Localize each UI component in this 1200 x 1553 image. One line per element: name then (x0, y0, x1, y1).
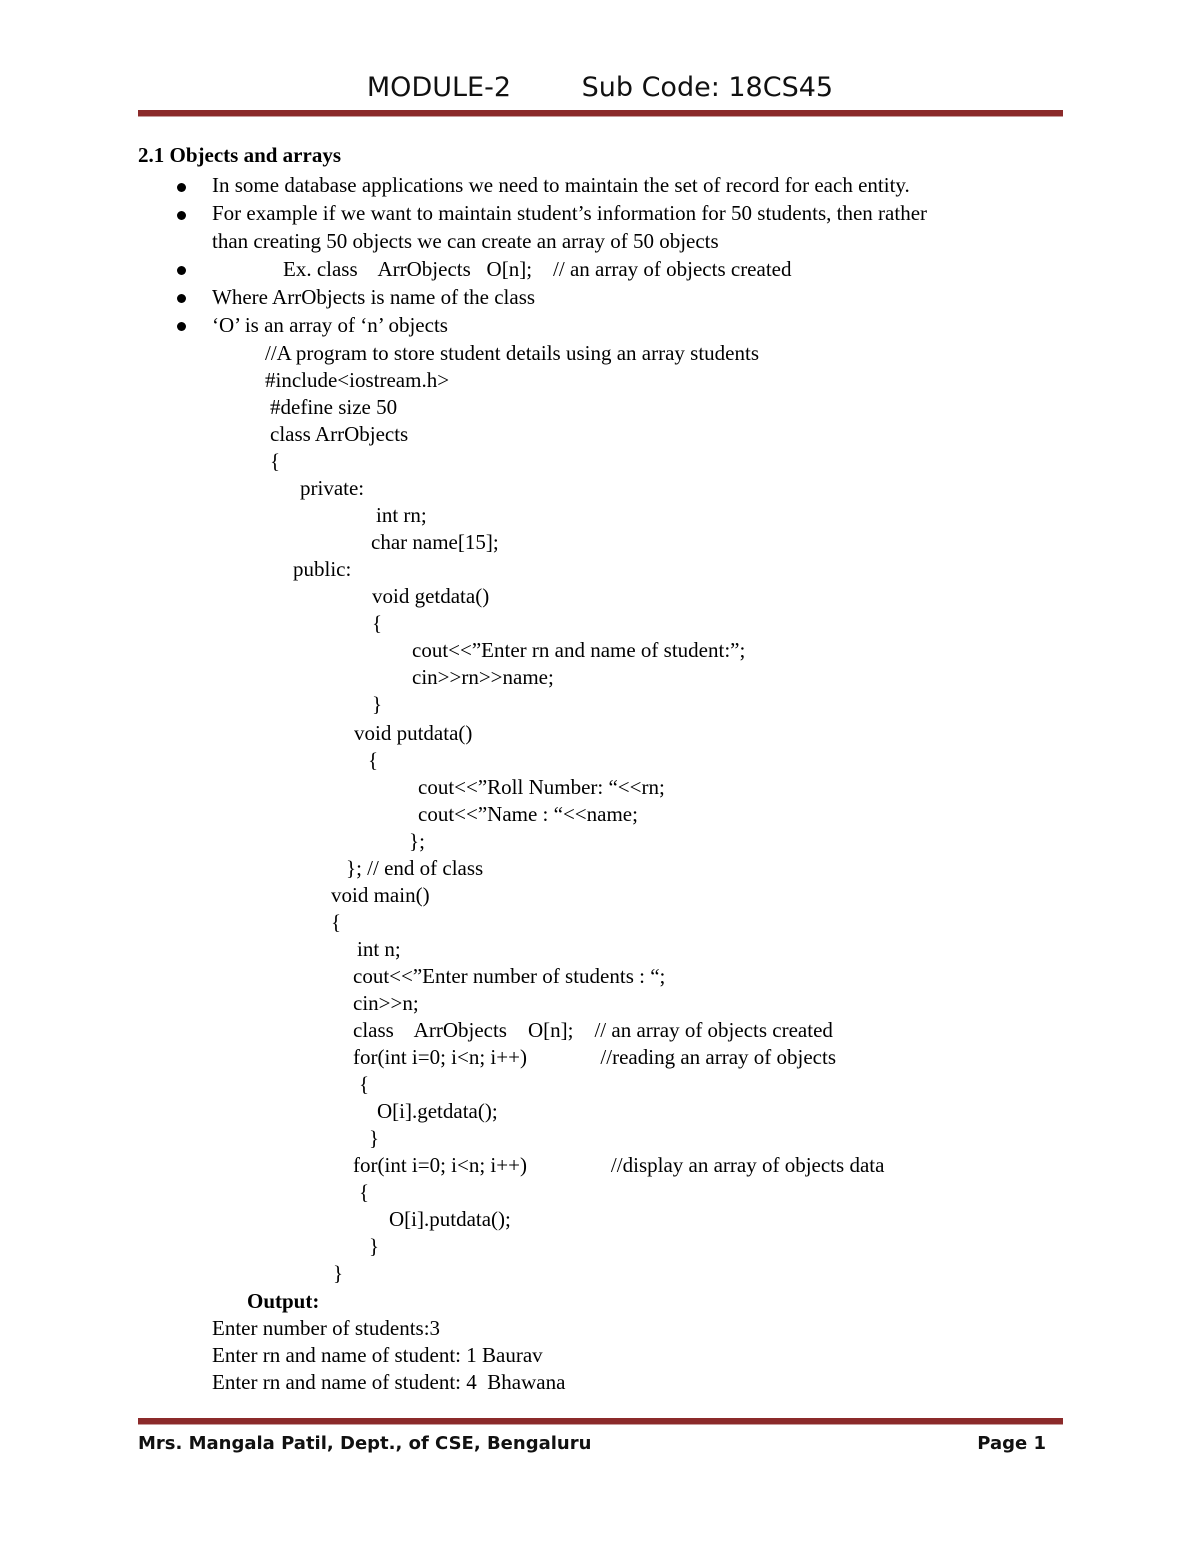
code-line: #define size 50 (270, 395, 398, 419)
footer-rule (138, 1418, 1063, 1425)
code-line: void putdata() (354, 721, 473, 745)
code-line: class ArrObjects O[n]; // an array of objects created (353, 1018, 833, 1042)
code-line: cout<<”Enter number of students : “; (353, 964, 666, 988)
code-line: cout<<”Enter rn and name of student:”; (412, 638, 746, 662)
page-header (0, 72, 1200, 103)
code-line: { (359, 1180, 370, 1204)
code-line: O[i].getdata(); (377, 1099, 498, 1123)
bullet-item-continuation: than creating 50 objects we can create an array of 50 objects (212, 229, 719, 253)
bullet-item: ‘O’ is an array of ‘n’ objects (212, 313, 448, 337)
code-line: { (331, 910, 342, 934)
bullet-item: Where ArrObjects is name of the class (212, 285, 536, 309)
code-line: O[i].putdata(); (389, 1207, 511, 1231)
code-line: for(int i=0; i<n; i++) //display an array of objects data (353, 1153, 885, 1177)
code-line: private: (300, 476, 365, 500)
code-line: { (372, 611, 383, 635)
code-line: }; (409, 829, 425, 853)
bullet-dot (177, 266, 186, 275)
sub-code: Sub Code: 18CS45 (581, 72, 834, 103)
bullet-dot (177, 211, 186, 220)
code-line: void main() (331, 883, 430, 907)
footer-author: Mrs. Mangala Patil, Dept., of CSE, Bengaluru (138, 1433, 592, 1454)
code-line: }; // end of class (346, 856, 484, 880)
output-label: Output: (247, 1289, 320, 1313)
code-line: for(int i=0; i<n; i++) //reading an array of objects (353, 1045, 836, 1069)
output-line: Enter rn and name of student: 1 Baurav (212, 1343, 543, 1367)
code-line: cout<<”Name : “<<name; (418, 802, 638, 826)
bullet-dot (177, 294, 186, 303)
code-line: cout<<”Roll Number: “<<rn; (418, 775, 665, 799)
code-line: class ArrObjects (270, 422, 409, 446)
bullet-item: Ex. class ArrObjects O[n]; // an array of objects created (283, 257, 792, 281)
code-line: public: (293, 557, 352, 581)
code-line: char name[15]; (371, 530, 499, 554)
code-line: } (333, 1261, 344, 1285)
code-line: #include<iostream.h> (265, 368, 450, 392)
code-line: void getdata() (372, 584, 490, 608)
code-line: { (368, 748, 379, 772)
code-line: cin>>n; (353, 991, 419, 1015)
module-title: MODULE-2 (366, 72, 512, 103)
code-line: { (359, 1072, 370, 1096)
bullet-item: For example if we want to maintain student’s information for 50 students, then rather (212, 201, 928, 225)
bullet-item: In some database applications we need to maintain the set of record for each entity. (212, 173, 910, 197)
page-number: Page 1 (977, 1433, 1046, 1454)
header-rule (138, 110, 1063, 117)
output-line: Enter number of students:3 (212, 1316, 441, 1340)
code-line: } (369, 1234, 380, 1258)
code-line: cin>>rn>>name; (412, 665, 554, 689)
section-title: 2.1 Objects and arrays (138, 143, 341, 167)
code-line: int rn; (376, 503, 427, 527)
code-line: int n; (357, 937, 401, 961)
bullet-dot (177, 322, 186, 331)
code-line: } (369, 1126, 380, 1150)
code-line: { (270, 449, 281, 473)
code-line: } (372, 692, 383, 716)
output-line: Enter rn and name of student: 4 Bhawana (212, 1370, 566, 1394)
code-line: //A program to store student details using an array students (265, 341, 759, 365)
bullet-dot (177, 183, 186, 192)
